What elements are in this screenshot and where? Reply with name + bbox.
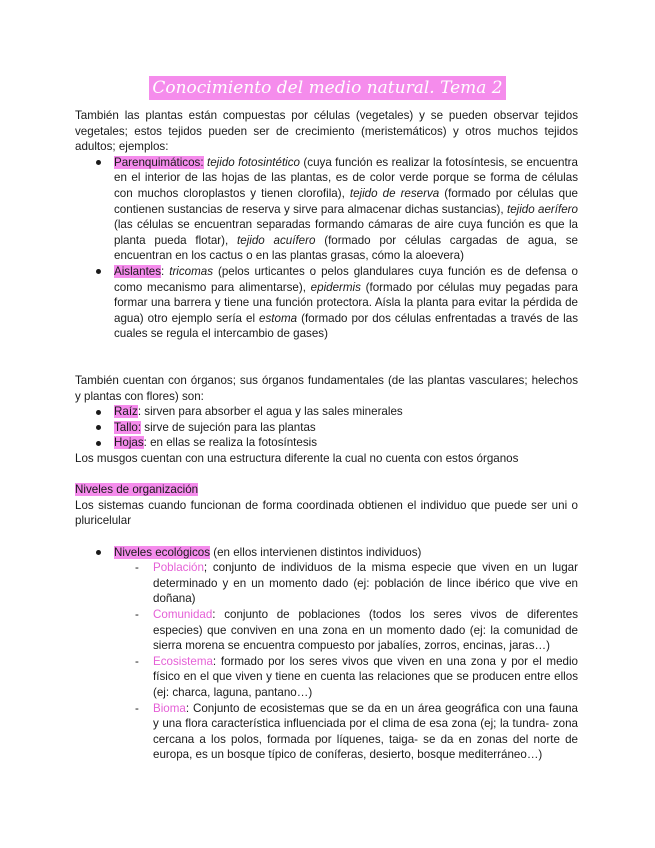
title-block xyxy=(0,76,655,100)
term-highlight: Tallo: xyxy=(114,420,142,434)
term-italic: tejido aerífero xyxy=(506,202,578,216)
term-pink: Bioma xyxy=(153,701,186,715)
term-pink: Ecosistema xyxy=(153,654,213,668)
niveles-paragraph: Los sistemas cuando funcionan de forma coordinada obtienen el individuo que puede ser uni o pluricelular xyxy=(75,498,578,528)
sublist-item-bioma: - Bioma: Conjunto de ecosistemas que se da en un área geográfica con una fauna y una flora característica influenciada por el clima de esa zona (ej; la tundra- zona cercana a los polos, formada por líquenes, taiga- se da en zonas del norte de europa, es un bosque típico de coníferas, desierto, bosque mediterráneo…) xyxy=(75,701,578,763)
organos-list xyxy=(75,404,578,451)
term-italic: tejido fotosintético xyxy=(207,155,300,169)
sublist-item-poblacion: - Población; conjunto de individuos de la misma especie que viven en un lugar determinado y en un momento dado (ej: población de lince ibérico que vive en doñana) xyxy=(75,560,578,607)
document-body xyxy=(75,108,578,763)
list-item-parenquimaticos: Parenquimáticos: tejido fotosintético (cuya función es realizar la fotosíntesis, se encuentra en el interior de las hojas de las plantas, es de color verde porque se forma de células con muchos cloroplastos y tienen clorofila), tejido de reserva (formado por células que contienen sustancias de reserva y sirve para almacenar dichas sustancias), tejido aerífero (las células se encuentran separadas formando cámaras de aire cuya función es que la planta pueda flotar), tejido acuífero (formado por células cargadas de agua, se encuentran en los cactus o en las plantas grasas, cómo la aloevera) xyxy=(75,155,578,264)
term-highlight: Aislantes xyxy=(114,264,162,278)
list-item-hojas: Hojas: en ellas se realiza la fotosíntesis xyxy=(75,435,578,451)
section-heading: Niveles de organización xyxy=(75,483,199,497)
tejidos-list xyxy=(75,155,578,342)
term-italic: tejido de reserva xyxy=(349,186,440,200)
organos-paragraph: También cuentan con órganos; sus órganos fundamentales (de las plantas vasculares; helechos y plantas con flores) son: xyxy=(75,374,578,403)
term-highlight: Hojas xyxy=(114,436,144,450)
niveles-sublist xyxy=(75,560,578,763)
term-italic: tejido acuífero xyxy=(237,233,316,247)
sublist-item-comunidad: - Comunidad: conjunto de poblaciones (todos los seres vivos de diferentes especies) que conviven en una zona en un momento dado (ej: la comunidad de sierra morena se encuentra compuesto por jabalíes, zorros, encinas, jaras…) xyxy=(75,607,578,654)
list-item-aislantes: Aislantes: tricomas (pelos urticantes o pelos glandulares cuya función es de defensa o como mecanismo para alimentarse), epidermis (formado por células muy pegadas para formar una barrera y tiene una función protectora. Aísla la planta para evitar la pérdida de agua) otro ejemplo sería el estoma (formado por dos células enfrentadas a través de las cuales se regula el intercambio de gases) xyxy=(75,264,578,342)
term-highlight: Niveles ecológicos xyxy=(114,545,211,559)
sublist-item-ecosistema: - Ecosistema: formado por los seres vivos que viven en una zona y por el medio físico en el que viven y tiene en cuenta las relaciones que se producen entre ellos (ej: charca, laguna, pantano…) xyxy=(75,654,578,701)
term-italic: tricomas xyxy=(169,264,214,278)
list-item-tallo: Tallo: sirve de sujeción para las plantas xyxy=(75,420,578,436)
term-pink: Población xyxy=(153,561,204,575)
musgos-paragraph: Los musgos cuentan con una estructura diferente la cual no cuenta con estos órganos xyxy=(75,452,519,466)
intro-paragraph: También las plantas están compuestas por células (vegetales) y se pueden observar tejidos vegetales; estos tejidos pueden ser de crecimiento (meristemáticos) y otros muchos tejidos adultos; ejemplos: xyxy=(75,109,578,154)
page-title: Conocimiento del medio natural. Tema 2 xyxy=(149,76,505,100)
term-italic: epidermis xyxy=(310,280,361,294)
term-highlight: Parenquimáticos: xyxy=(114,155,204,169)
term-highlight: Raíz xyxy=(114,405,138,419)
list-item-raiz: Raíz: sirven para absorber el agua y las sales minerales xyxy=(75,404,578,420)
term-pink: Comunidad xyxy=(153,608,213,621)
list-item-niveles-ecologicos: Niveles ecológicos (en ellos intervienen distintos individuos) xyxy=(75,545,578,561)
term-italic: estoma xyxy=(259,311,298,325)
niveles-list xyxy=(75,545,578,561)
